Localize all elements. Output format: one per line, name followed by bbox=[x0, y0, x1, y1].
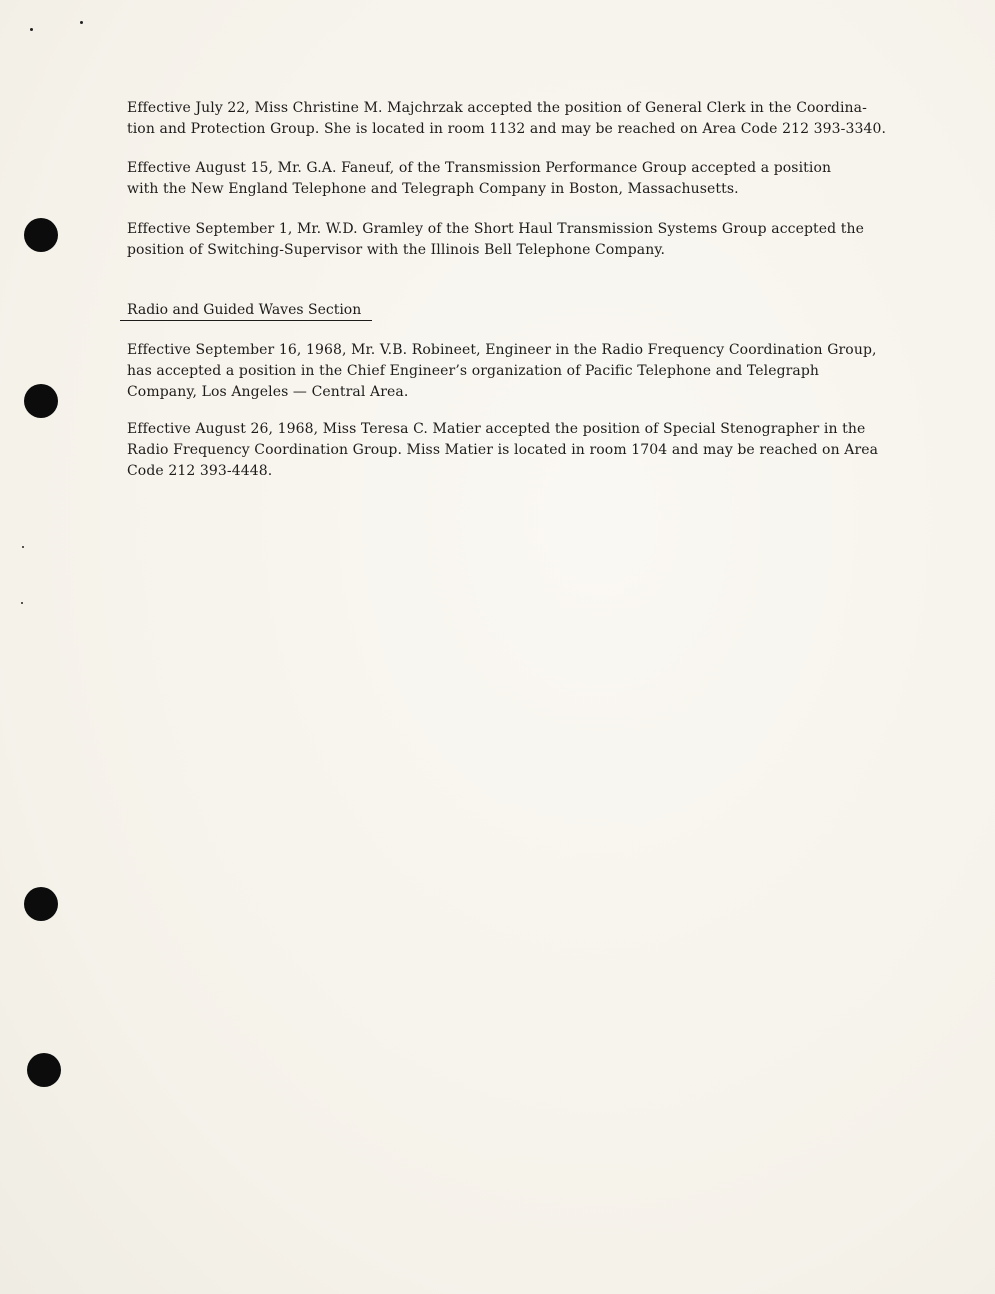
paragraph-line: tion and Protection Group. She is located in room 1132 and may be reached on Area Code 212 393-3340. bbox=[127, 121, 887, 137]
announcement-paragraph bbox=[127, 419, 897, 482]
section-heading-underline bbox=[120, 320, 372, 321]
paragraph-line: has accepted a position in the Chief Engineer’s organization of Pacific Telephone and Telegraph bbox=[127, 363, 820, 379]
paragraph-line: Effective August 15, Mr. G.A. Faneuf, of the Transmission Performance Group accepted a position bbox=[127, 160, 832, 176]
punch-hole bbox=[24, 384, 58, 418]
punch-hole bbox=[24, 218, 58, 252]
section-heading: Radio and Guided Waves Section bbox=[127, 302, 362, 318]
scan-speck bbox=[22, 546, 24, 548]
scan-speck bbox=[21, 602, 23, 604]
paragraph-line: Effective September 1, Mr. W.D. Gramley of the Short Haul Transmission Systems Group accepted the bbox=[127, 221, 864, 237]
paragraph-line: Effective July 22, Miss Christine M. Majchrzak accepted the position of General Clerk in the Coordina- bbox=[127, 100, 867, 116]
paragraph-line: with the New England Telephone and Telegraph Company in Boston, Massachusetts. bbox=[127, 181, 739, 197]
scan-speck bbox=[30, 28, 33, 31]
scan-speck bbox=[80, 21, 83, 24]
paragraph-line: Effective September 16, 1968, Mr. V.B. Robineet, Engineer in the Radio Frequency Coordination Group, bbox=[127, 342, 877, 358]
punch-hole bbox=[27, 1053, 61, 1087]
paragraph-line: Effective August 26, 1968, Miss Teresa C. Matier accepted the position of Special Stenographer in the bbox=[127, 421, 866, 437]
paragraph-line: Code 212 393-4448. bbox=[127, 463, 273, 479]
paragraph-line: Company, Los Angeles — Central Area. bbox=[127, 384, 409, 400]
paragraph-line: position of Switching-Supervisor with the Illinois Bell Telephone Company. bbox=[127, 242, 666, 258]
announcement-paragraph bbox=[127, 98, 897, 140]
announcement-paragraph bbox=[127, 340, 897, 403]
announcement-paragraph bbox=[127, 158, 897, 200]
punch-hole bbox=[24, 887, 58, 921]
announcement-paragraph bbox=[127, 219, 897, 261]
paragraph-line: Radio Frequency Coordination Group. Miss Matier is located in room 1704 and may be reached on Area bbox=[127, 442, 879, 458]
